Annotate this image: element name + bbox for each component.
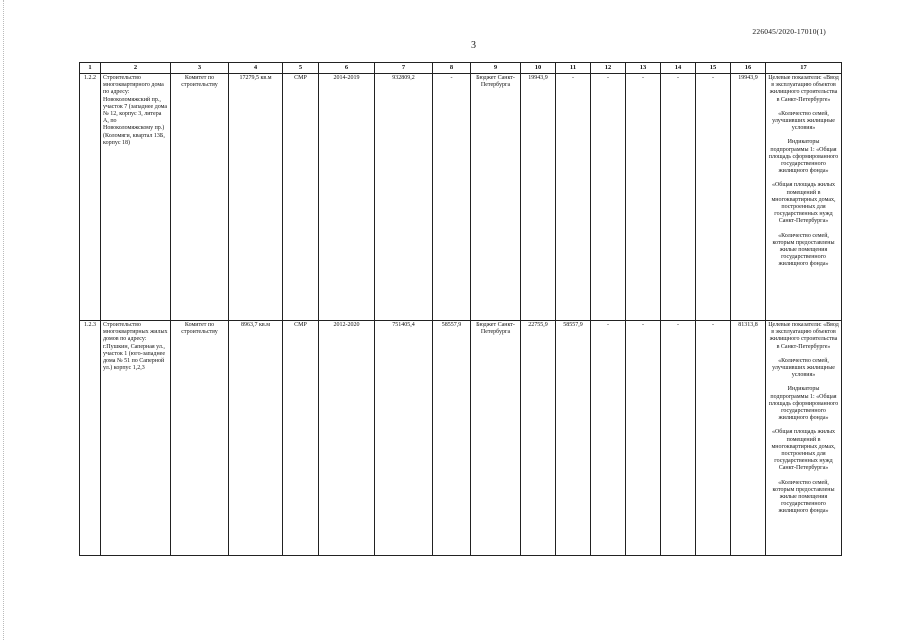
col-header: 13 [626, 63, 661, 74]
table-row [80, 321, 842, 556]
col-header: 4 [229, 63, 283, 74]
object-name: Строительство многоквартирных жилых домов по адресу: г.Пушкин, Саперная ул., участок 1 (юго-западнее дома № 51 по Саперной ул.) корпус 1,2,3 [101, 321, 171, 556]
capacity: 8963,7 кв.м [229, 321, 283, 556]
row-id: 1.2.3 [80, 321, 101, 556]
col13-value: - [626, 321, 661, 556]
executor: Комитет по строительству [171, 321, 229, 556]
indicators-cell [766, 321, 842, 556]
col-header: 5 [283, 63, 319, 74]
table-row [80, 74, 842, 321]
col-header: 3 [171, 63, 229, 74]
indicator-text: «Общая площадь жилых помещений в многоквартирных домах, построенных для государственных нужд Санкт-Петербурга» [771, 429, 836, 472]
col-header: 6 [319, 63, 375, 74]
col10-value: 19943,9 [521, 74, 556, 321]
col-header: 12 [591, 63, 626, 74]
column-number-row [80, 63, 842, 74]
col14-value: - [661, 74, 696, 321]
col11-value: 58557,9 [556, 321, 591, 556]
col16-total: 19943,9 [731, 74, 766, 321]
col14-value: - [661, 321, 696, 556]
indicator-text: «Количество семей, улучшивших жилищные условия» [772, 110, 835, 132]
page-number: 3 [471, 40, 476, 51]
col-header: 16 [731, 63, 766, 74]
col15-value: - [696, 74, 731, 321]
indicator-text: Целевые показатели: «Ввод в эксплуатацию объектов жилищного строительства в Санкт-Петербурге» [768, 75, 839, 103]
col-header: 9 [471, 63, 521, 74]
col-header: 7 [375, 63, 433, 74]
col12-value: - [591, 321, 626, 556]
col13-value: - [626, 74, 661, 321]
indicator-text: Целевые показатели: «Ввод в эксплуатацию объектов жилищного строительства в Санкт-Петербурге» [768, 322, 839, 350]
years: 2012-2020 [319, 321, 375, 556]
years: 2014-2019 [319, 74, 375, 321]
row-id: 1.2.2 [80, 74, 101, 321]
funding-source: Бюджет Санкт-Петербурга [471, 74, 521, 321]
total-cost: 751405,4 [375, 321, 433, 556]
col15-value: - [696, 321, 731, 556]
scan-edge-artifact [3, 0, 4, 640]
indicators-cell [766, 74, 842, 321]
indicator-text: «Количество семей, которым предоставлены жилые помещения государственного жилищного фонда» [772, 232, 835, 268]
col-header: 2 [101, 63, 171, 74]
work-type: СМР [283, 321, 319, 556]
indicator-text: «Количество семей, улучшивших жилищные условия» [772, 357, 835, 379]
document-number: 226045/2020-17010(1) [752, 27, 826, 36]
total-cost: 932809,2 [375, 74, 433, 321]
col-header: 8 [433, 63, 471, 74]
col-header: 15 [696, 63, 731, 74]
col-header: 1 [80, 63, 101, 74]
work-type: СМР [283, 74, 319, 321]
indicator-text: «Общая площадь жилых помещений в многоквартирных домах, построенных для государственных нужд Санкт-Петербурга» [771, 182, 836, 225]
col10-value: 22755,9 [521, 321, 556, 556]
program-table [79, 62, 842, 556]
col8-value: - [433, 74, 471, 321]
col-header: 14 [661, 63, 696, 74]
indicator-text: «Количество семей, которым предоставлены жилые помещения государственного жилищного фонда» [772, 479, 835, 515]
col11-value: - [556, 74, 591, 321]
col16-total: 81313,8 [731, 321, 766, 556]
indicator-text: Индикаторы подпрограммы 1: «Общая площадь сформированного государственного жилищного фонда» [768, 386, 839, 422]
col-header: 11 [556, 63, 591, 74]
capacity: 17279,5 кв.м [229, 74, 283, 321]
col-header: 10 [521, 63, 556, 74]
executor: Комитет по строительству [171, 74, 229, 321]
col12-value: - [591, 74, 626, 321]
col8-value: 58557,9 [433, 321, 471, 556]
object-name: Строительство многоквартирного дома по адресу: Новоколомяжский пр., участок 7 (западнее дома № 12, корпус 3, литера А, по Новоколомяжскому пр.) (Коломяги, квартал 13Б, корпус 18) [101, 74, 171, 321]
indicator-text: Индикаторы подпрограммы 1: «Общая площадь сформированного государственного жилищного фонда» [768, 139, 839, 175]
funding-source: Бюджет Санкт-Петербурга [471, 321, 521, 556]
col-header: 17 [766, 63, 842, 74]
